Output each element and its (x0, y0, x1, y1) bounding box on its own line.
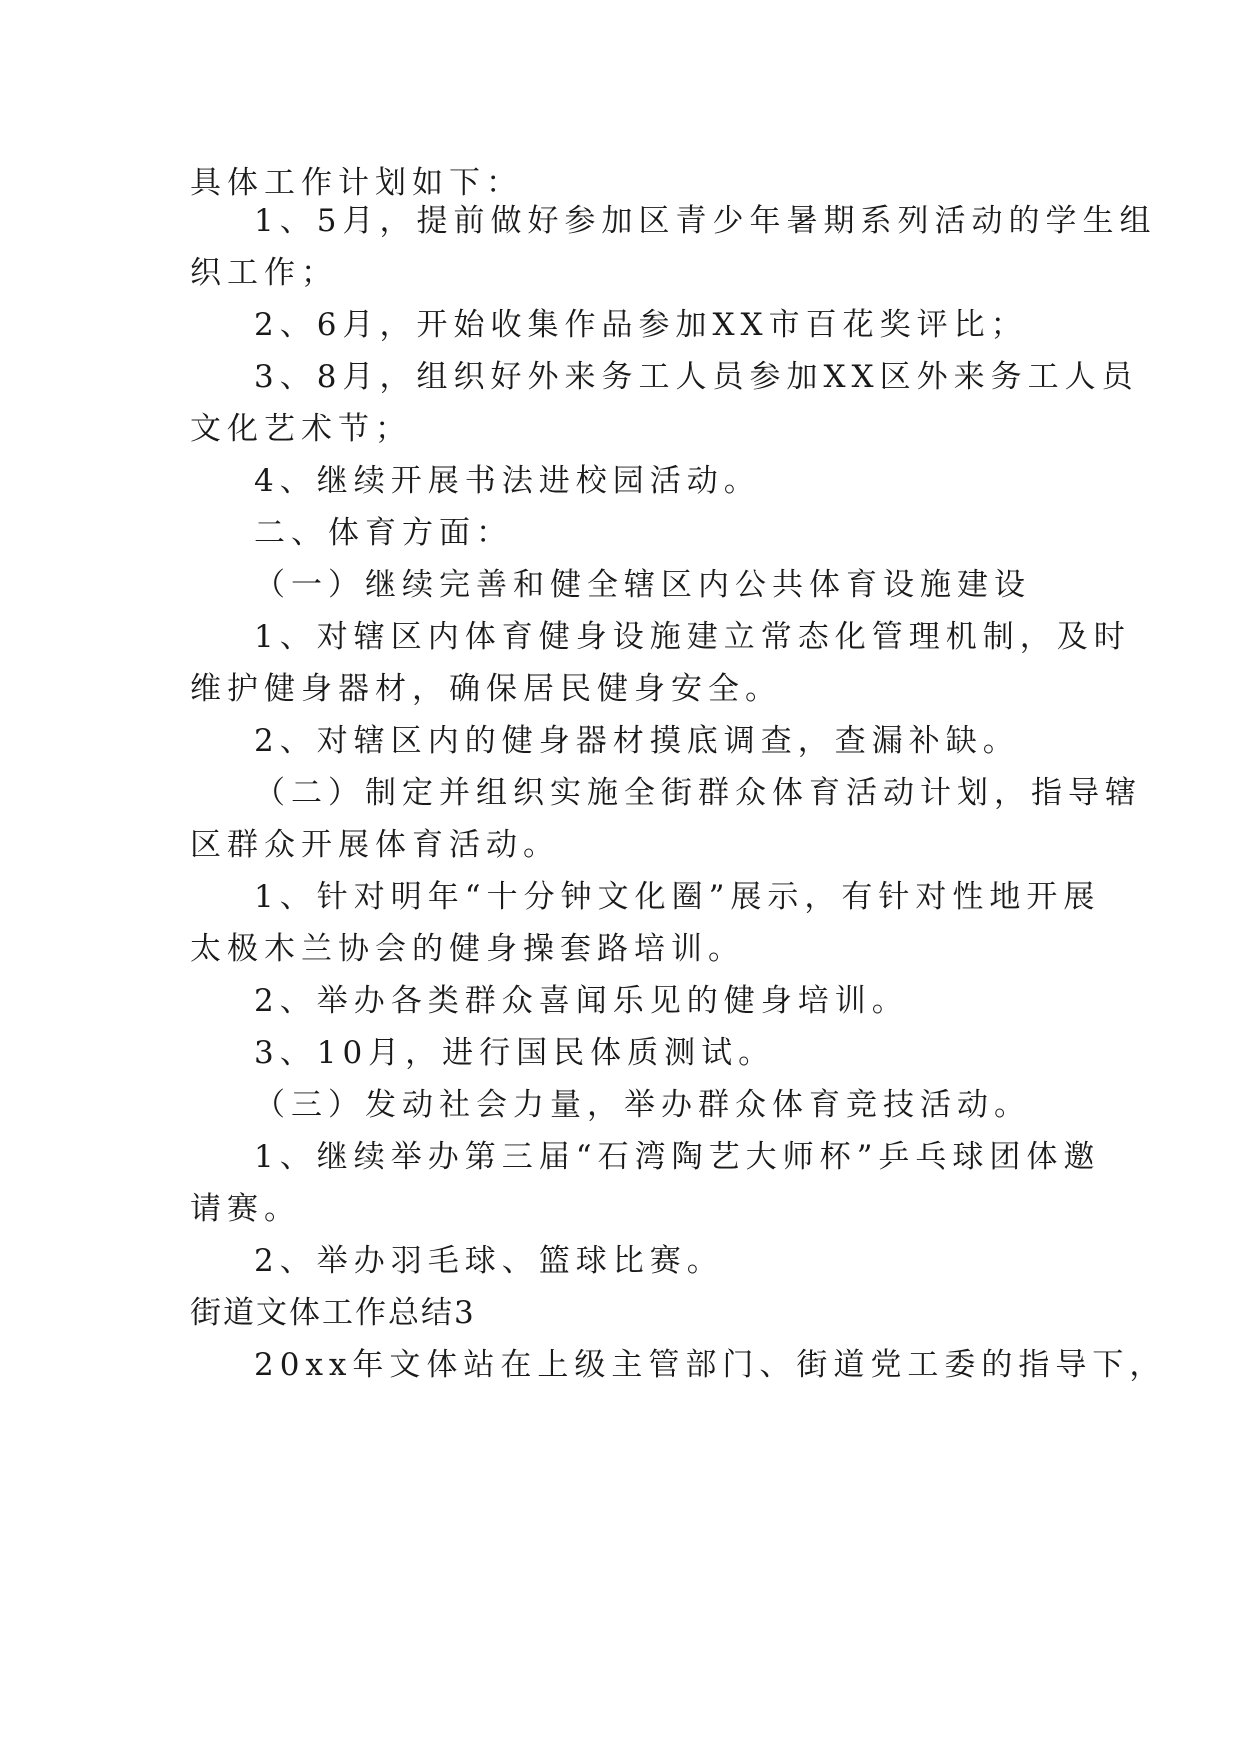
paragraph-line: 1、针对明年“十分钟文化圈”展示，有针对性地开展 (254, 879, 1101, 915)
paragraph-line: 1、5月，提前做好参加区青少年暑期系列活动的学生组 (254, 203, 1157, 239)
paragraph-line: 2、举办羽毛球、篮球比赛。 (254, 1243, 724, 1279)
subsection-heading: （一）继续完善和健全辖区内公共体育设施建设 (254, 567, 1031, 603)
document-title: 街道文体工作总结3 (190, 1295, 476, 1331)
subsection-heading: （三）发动社会力量，举办群众体育竞技活动。 (254, 1087, 1031, 1123)
paragraph-line: 请赛。 (190, 1191, 301, 1227)
paragraph-line: 2、6月，开始收集作品参加XX市百花奖评比； (254, 307, 1028, 343)
paragraph-line: 3、10月，进行国民体质测试。 (254, 1035, 776, 1071)
section-heading: 二、体育方面： (254, 515, 513, 551)
paragraph-line: 4、继续开展书法进校园活动。 (254, 463, 761, 499)
paragraph-line: 3、8月，组织好外来务工人员参加XX区外来务工人员 (254, 359, 1139, 395)
paragraph-line: 维护健身器材，确保居民健身安全。 (190, 671, 782, 707)
paragraph-line: 2、举办各类群众喜闻乐见的健身培训。 (254, 983, 909, 1019)
paragraph-line: 1、对辖区内体育健身设施建立常态化管理机制，及时 (254, 619, 1131, 655)
paragraph-line: 1、继续举办第三届“石湾陶艺大师杯”乒乓球团体邀 (254, 1139, 1101, 1175)
paragraph-line: 2、对辖区内的健身器材摸底调查，查漏补缺。 (254, 723, 1020, 759)
paragraph-line: 太极木兰协会的健身操套路培训。 (190, 931, 745, 967)
subsection-heading: （二）制定并组织实施全街群众体育活动计划，指导辖 (254, 775, 1142, 811)
paragraph-line: 具体工作计划如下： (190, 165, 523, 201)
paragraph-line: 文化艺术节； (190, 411, 412, 447)
paragraph-line: 20xx年文体站在上级主管部门、街道党工委的指导下， (254, 1347, 1167, 1383)
paragraph-line: 织工作； (190, 255, 338, 291)
paragraph-line: 区群众开展体育活动。 (190, 827, 560, 863)
